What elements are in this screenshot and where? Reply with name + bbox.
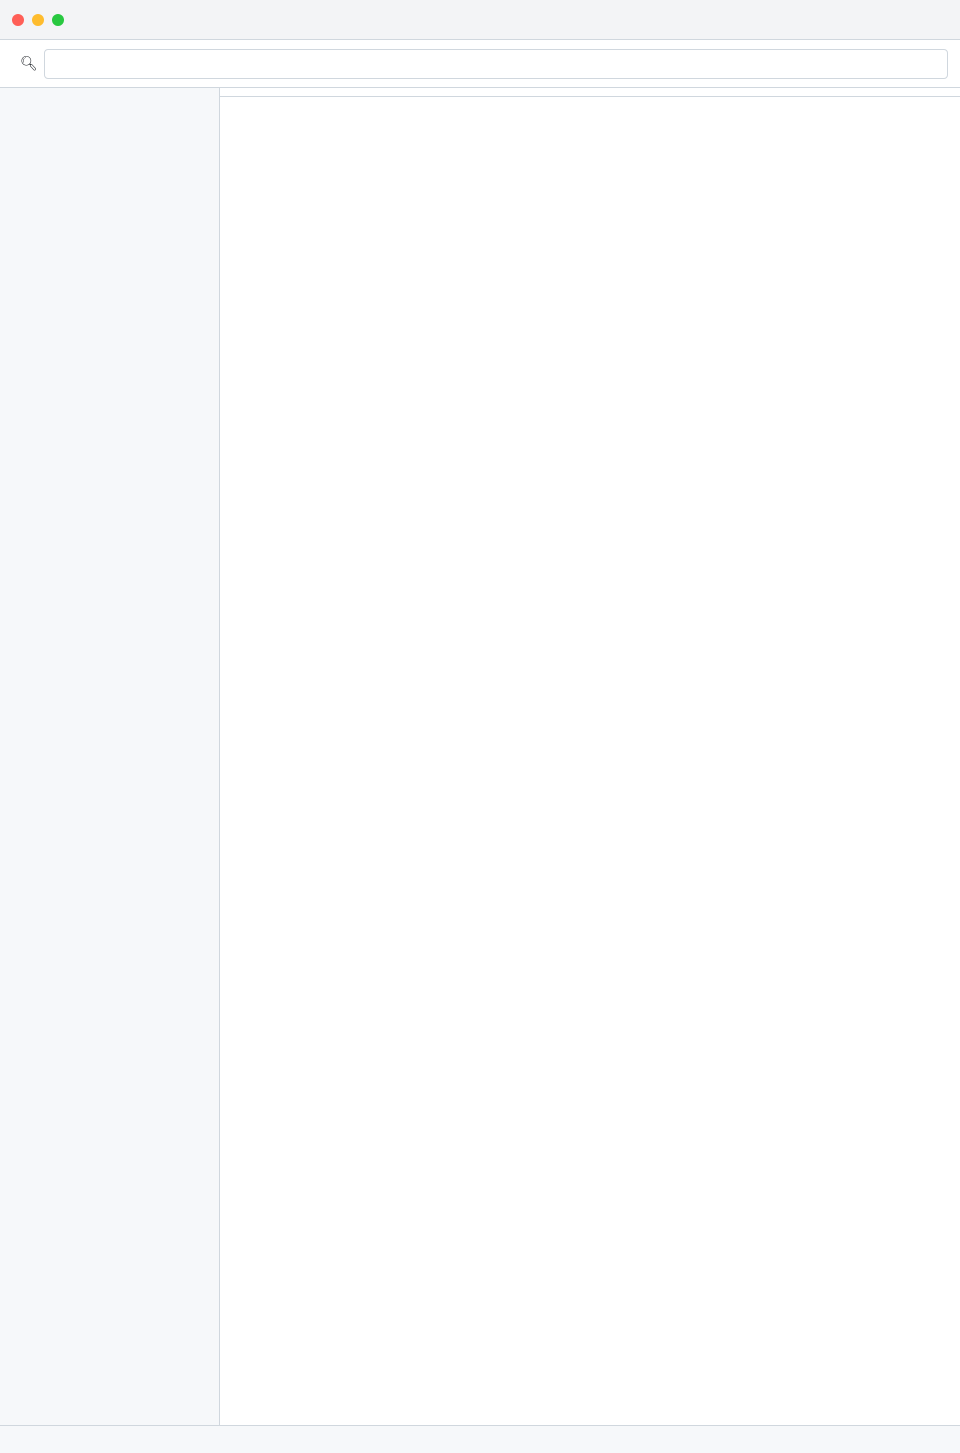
close-window-icon[interactable] (12, 14, 24, 26)
main-panel (220, 88, 960, 1425)
maximize-window-icon[interactable] (52, 14, 64, 26)
status-bar (0, 1425, 960, 1453)
search-icon: 🔍︎ (20, 55, 38, 71)
sidebar-list (0, 88, 219, 104)
sidebar (0, 88, 220, 1425)
tab-bar (220, 88, 960, 97)
minimize-window-icon[interactable] (32, 14, 44, 26)
app-body (0, 88, 960, 1425)
toolbar (0, 40, 960, 88)
search-box (20, 49, 948, 79)
content-area (220, 129, 960, 1425)
window-controls (12, 14, 64, 26)
title-bar (0, 0, 960, 40)
search-input[interactable] (44, 49, 948, 79)
